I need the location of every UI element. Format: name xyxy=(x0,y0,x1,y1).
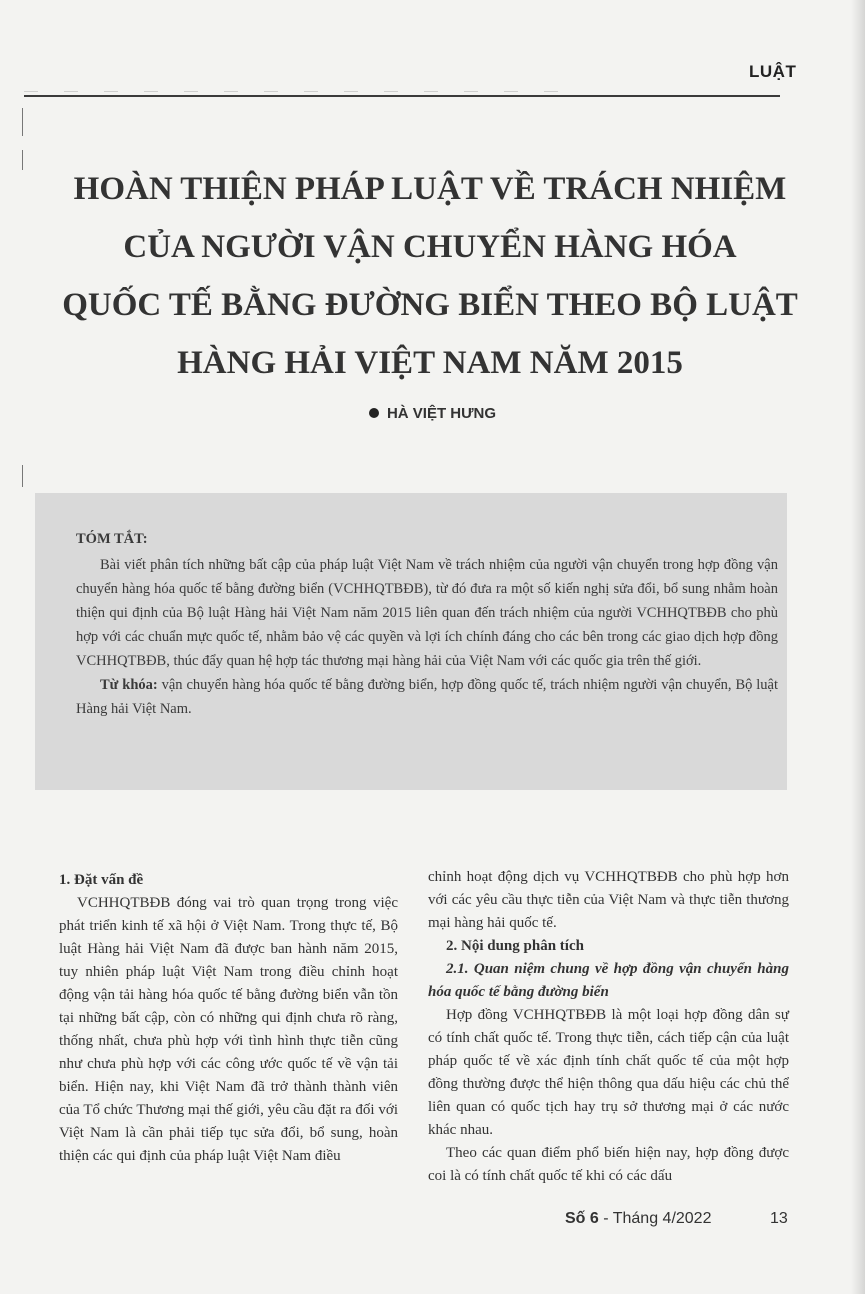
title-line: QUỐC TẾ BẰNG ĐƯỜNG BIỂN THEO BỘ LUẬT xyxy=(62,287,798,323)
page-number: 13 xyxy=(770,1210,788,1227)
header-dotted-rule xyxy=(24,91,564,92)
paragraph: VCHHQTBĐB đóng vai trò quan trọng trong việc phát triển kinh tế xã hội ở Việt Nam. Trong thực tế, Bộ luật Hàng hải Việt Nam đã được ban hành năm 2015, tuy nhiên pháp luật Việt Nam trong điều chỉnh hoạt động vận tải hàng hóa quốc tế bằng đường biển vẫn tồn tại những bất cập, còn có những qui định chưa rõ ràng, thống nhất, chưa phù hợp với tình hình thực tiễn cũng như chưa phù hợp với các công ước quốc tế về vận tải biển. Hiện nay, khi Việt Nam đã trở thành thành viên của Tổ chức Thương mại thế giới, yêu cầu đặt ra đối với Việt Nam là cần phải tiếp tục sửa đổi, bổ sung, hoàn thiện các qui định của pháp luật Việt Nam điều xyxy=(59,895,398,1164)
abstract-body: Bài viết phân tích những bất cập của pháp luật Việt Nam về trách nhiệm của người vận chuyển trong hợp đồng vận chuyển hàng hóa quốc tế bằng đường biển (VCHHQTBĐB), từ đó đưa ra một số kiến nghị sửa đổi, bổ sung nhằm hoàn thiện qui định của Bộ luật Hàng hải Việt Nam năm 2015 liên quan đến trách nhiệm của người VCHHQTBĐB cho phù hợp với các chuẩn mực quốc tế, nhằm bảo vệ các quyền và lợi ích chính đáng cho các bên trong các giao dịch hợp đồng VCHHQTBĐB, thúc đẩy quan hệ hợp tác thương mại hàng hải của Việt Nam với các quốc gia trên thế giới. xyxy=(76,557,778,669)
section-heading: 1. Đặt vấn đề xyxy=(59,872,144,888)
abstract xyxy=(76,527,778,721)
header-rule xyxy=(24,95,780,97)
margin-line xyxy=(22,150,23,170)
author-name: HÀ VIỆT HƯNG xyxy=(386,405,497,422)
keywords-label: Từ khóa: xyxy=(100,677,158,693)
abstract-heading: TÓM TẮT: xyxy=(76,531,148,547)
body-column-left xyxy=(59,869,398,1168)
subsection-heading: 2.1. Quan niệm chung về hợp đồng vận chuyển hàng hóa quốc tế bằng đường biển xyxy=(428,961,789,1000)
paragraph: chỉnh hoạt động dịch vụ VCHHQTBĐB cho phù hợp hơn với các yêu cầu thực tiễn của Việt Nam và thực tiễn thương mại hàng hải quốc tế. xyxy=(428,869,789,931)
article-title xyxy=(40,160,820,392)
keywords xyxy=(76,673,778,721)
margin-line xyxy=(22,465,23,487)
bullet-icon xyxy=(369,408,379,418)
page-edge-shadow xyxy=(851,0,865,1294)
section-heading: 2. Nội dung phân tích xyxy=(446,938,584,954)
title-line: CỦA NGƯỜI VẬN CHUYỂN HÀNG HÓA xyxy=(123,229,737,265)
issue-info xyxy=(565,1210,711,1228)
section-label: LUẬT xyxy=(749,62,797,81)
paragraph: Hợp đồng VCHHQTBĐB là một loại hợp đồng dân sự có tính chất quốc tế. Trong thực tiễn, cách tiếp cận của luật pháp quốc tế về xác định tính chất quốc tế của một hợp đồng thường được thể hiện thông qua dấu hiệu các chủ thể liên quan có quốc tịch hay trụ sở thương mại ở các nước khác nhau. xyxy=(428,1007,789,1138)
paragraph: Theo các quan điểm phổ biến hiện nay, hợp đồng được coi là có tính chất quốc tế khi có các dấu xyxy=(428,1145,789,1184)
margin-line xyxy=(22,108,23,136)
author-line xyxy=(0,405,865,422)
title-line: HOÀN THIỆN PHÁP LUẬT VỀ TRÁCH NHIỆM xyxy=(73,171,787,207)
keywords-text: vận chuyển hàng hóa quốc tế bằng đường biển, hợp đồng quốc tế, trách nhiệm người vận chuyển, Bộ luật Hàng hải Việt Nam. xyxy=(76,677,778,717)
body-column-right xyxy=(428,866,789,1188)
issue-date: - Tháng 4/2022 xyxy=(598,1210,712,1227)
issue-label: Số 6 xyxy=(565,1210,599,1227)
title-line: HÀNG HẢI VIỆT NAM NĂM 2015 xyxy=(177,345,683,381)
